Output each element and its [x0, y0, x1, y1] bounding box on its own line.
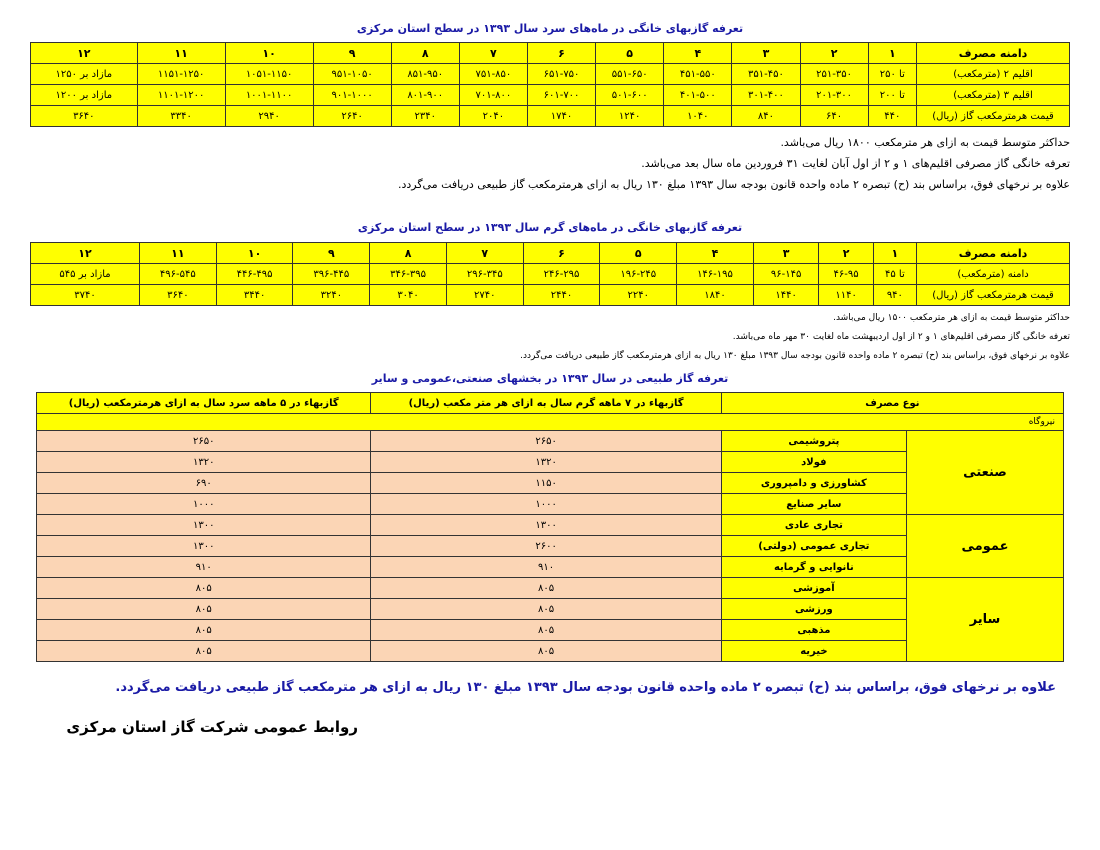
cold-cell: تا ۲۰۰: [868, 85, 916, 106]
warm-header-cell: ۱: [873, 243, 916, 264]
warm-cell: ۳۲۴۰: [293, 285, 370, 306]
sector-cold-price: ۱۳۰۰: [37, 536, 371, 557]
sector-warm-price: ۲۶۰۰: [371, 536, 721, 557]
cold-cell: ۲۵۱-۳۵۰: [800, 64, 868, 85]
cold-cell: ۳۰۱-۴۰۰: [732, 85, 800, 106]
warm-cell: ۱۴۶-۱۹۵: [677, 264, 754, 285]
warm-table-row: [31, 264, 1070, 285]
cold-note-surcharge: علاوه بر نرخهای فوق، براساس بند (ح) تبصره ۲ ماده واحده قانون بودجه سال ۱۳۹۳ مبلغ ۱۳۰ ریال به ازای هرمترمکعب گاز طبیعی دریافت می‌گردد.: [397, 178, 1070, 191]
cold-note-max-price: حداکثر متوسط قیمت به ازای هر مترمکعب ۱۸۰۰ ریال می‌باشد.: [780, 136, 1070, 149]
warm-cell: ۲۲۴۰: [600, 285, 677, 306]
cold-cell: ۱۰۰۱-۱۱۰۰: [225, 85, 313, 106]
sector-category: فولاد: [721, 452, 906, 473]
cold-cell: ۱۲۴۰: [596, 106, 664, 127]
sector-warm-price: ۸۰۵: [371, 641, 721, 662]
sector-warm-price: ۹۱۰: [371, 557, 721, 578]
cold-cell: ۳۳۴۰: [137, 106, 225, 127]
cold-row-label: اقلیم ۳ (مترمکعب): [917, 85, 1070, 106]
warm-cell: ۳۶۴۰: [139, 285, 216, 306]
cold-header-cell: ۱: [868, 43, 916, 64]
warm-cell: ۹۶-۱۴۵: [753, 264, 819, 285]
warm-cell: ۴۶-۹۵: [819, 264, 873, 285]
cold-row-label: قیمت هرمترمکعب گاز (ریال): [917, 106, 1070, 127]
warm-header-cell: ۶: [523, 243, 600, 264]
cold-cell: ۱۱۰۱-۱۲۰۰: [137, 85, 225, 106]
warm-cell: ۱۹۶-۲۴۵: [600, 264, 677, 285]
sector-warm-price: ۸۰۵: [371, 599, 721, 620]
cold-header-cell: ۱۱: [137, 43, 225, 64]
sector-cold-price: ۹۱۰: [37, 557, 371, 578]
sector-category: کشاورزی و دامپروری: [721, 473, 906, 494]
warm-cell: ۳۹۶-۴۴۵: [293, 264, 370, 285]
warm-row-label: قیمت هرمترمکعب گاز (ریال): [917, 285, 1070, 306]
cold-header-cell: ۵: [596, 43, 664, 64]
sector-header-cold: گازبهاء در ۵ ماهه سرد سال به ازای هرمترمکعب (ریال): [37, 393, 371, 414]
final-surcharge-note: علاوه بر نرخهای فوق، براساس بند (ح) تبصره ۲ ماده واحده قانون بودجه سال ۱۳۹۳ مبلغ ۱۳۰ ریال به ازای هر مترمکعب گاز طبیعی دریافت می‌گردد.: [115, 680, 1056, 695]
cold-tariff-table: [30, 42, 1070, 127]
warm-cell: ۱۱۴۰: [819, 285, 873, 306]
warm-cell: ۱۸۴۰: [677, 285, 754, 306]
sector-warm-price: ۸۰۵: [371, 620, 721, 641]
cold-header-cell: ۴: [664, 43, 732, 64]
warm-tariff-title: تعرفه گازبهای خانگی در ماه‌های گرم سال ۱۳۹۳ در سطح استان مرکزی: [357, 221, 743, 234]
warm-table-header-row: [31, 243, 1070, 264]
sector-warm-price: ۸۰۵: [371, 578, 721, 599]
cold-header-cell: ۱۰: [225, 43, 313, 64]
cold-cell: ۸۵۱-۹۵۰: [391, 64, 459, 85]
cold-note-period: تعرفه خانگی گاز مصرفی اقلیم‌های ۱ و ۲ از اول آبان لغایت ۳۱ فروردین ماه سال بعد می‌باشد.: [641, 157, 1070, 170]
cold-cell: ۲۳۴۰: [391, 106, 459, 127]
cold-cell: تا ۲۵۰: [868, 64, 916, 85]
sector-category: ورزشی: [721, 599, 906, 620]
cold-cell: مازاد بر ۱۲۰۰: [31, 85, 138, 106]
sector-table-row: [37, 578, 1064, 599]
warm-cell: تا ۴۵: [873, 264, 916, 285]
cold-cell: ۶۵۱-۷۵۰: [527, 64, 595, 85]
cold-cell: ۸۰۱-۹۰۰: [391, 85, 459, 106]
warm-header-cell: ۹: [293, 243, 370, 264]
warm-cell: مازاد بر ۵۴۵: [31, 264, 140, 285]
sector-category: سایر صنایع: [721, 494, 906, 515]
warm-note-max-price: حداکثر متوسط قیمت به ازای هر مترمکعب ۱۵۰۰ ریال می‌باشد.: [833, 313, 1070, 323]
warm-cell: ۴۹۶-۵۴۵: [139, 264, 216, 285]
warm-cell: ۳۴۶-۳۹۵: [370, 264, 447, 285]
warm-header-cell: ۷: [446, 243, 523, 264]
warm-cell: ۲۹۶-۳۴۵: [446, 264, 523, 285]
cold-cell: ۲۰۱-۳۰۰: [800, 85, 868, 106]
sector-cold-price: ۸۰۵: [37, 620, 371, 641]
sector-cold-price: ۱۳۰۰: [37, 515, 371, 536]
cold-table-row: [31, 85, 1070, 106]
cold-cell: ۱۰۴۰: [664, 106, 732, 127]
sector-category: مذهبی: [721, 620, 906, 641]
sector-category: تجاری عادی: [721, 515, 906, 536]
cold-cell: ۶۴۰: [800, 106, 868, 127]
warm-header-cell: ۳: [753, 243, 819, 264]
warm-cell: ۳۷۴۰: [31, 285, 140, 306]
cold-header-cell: ۱۲: [31, 43, 138, 64]
warm-cell: ۲۴۴۰: [523, 285, 600, 306]
cold-cell: ۷۵۱-۸۵۰: [459, 64, 527, 85]
cold-header-cell: ۷: [459, 43, 527, 64]
power-plant-row: [37, 414, 1064, 431]
sector-cold-price: ۱۰۰۰: [37, 494, 371, 515]
cold-cell: ۵۰۱-۶۰۰: [596, 85, 664, 106]
cold-cell: ۴۵۱-۵۵۰: [664, 64, 732, 85]
warm-header-cell: ۱۰: [216, 243, 293, 264]
warm-header-cell: ۴: [677, 243, 754, 264]
cold-table-row: [31, 106, 1070, 127]
warm-cell: ۳۴۴۰: [216, 285, 293, 306]
cold-row-label: اقلیم ۲ (مترمکعب): [917, 64, 1070, 85]
cold-cell: ۱۱۵۱-۱۲۵۰: [137, 64, 225, 85]
cold-cell: ۲۹۴۰: [225, 106, 313, 127]
sector-warm-price: ۱۳۰۰: [371, 515, 721, 536]
sector-tariff-title: تعرفه گاز طبیعی در سال ۱۳۹۳ در بخشهای صنعتی،عمومی و سایر: [371, 372, 729, 385]
cold-cell: ۲۰۴۰: [459, 106, 527, 127]
cold-tariff-title: تعرفه گازبهای خانگی در ماه‌های سرد سال ۱۳۹۳ در سطح استان مرکزی: [356, 22, 744, 35]
group-industrial-label: صنعتی: [907, 431, 1064, 515]
warm-cell: ۱۴۴۰: [753, 285, 819, 306]
group-other-label: سایر: [907, 578, 1064, 662]
sector-cold-price: ۱۳۲۰: [37, 452, 371, 473]
cold-cell: ۵۵۱-۶۵۰: [596, 64, 664, 85]
sector-table-row: [37, 431, 1064, 452]
cold-table-row: [31, 64, 1070, 85]
warm-header-cell: دامنه مصرف: [917, 243, 1070, 264]
sector-tariff-table: [36, 392, 1064, 662]
cold-cell: ۴۰۱-۵۰۰: [664, 85, 732, 106]
sector-category: نانوایی و گرمابه: [721, 557, 906, 578]
cold-cell: ۳۶۴۰: [31, 106, 138, 127]
warm-note-surcharge: علاوه بر نرخهای فوق، براساس بند (ح) تبصره ۲ ماده واحده قانون بودجه سال ۱۳۹۳ مبلغ ۱۳۰ ریال به ازای هرمترمکعب گاز طبیعی دریافت می‌گردد.: [520, 351, 1070, 361]
warm-tariff-table: [30, 242, 1070, 306]
cold-header-cell: ۸: [391, 43, 459, 64]
warm-header-cell: ۱۲: [31, 243, 140, 264]
cold-header-cell: ۳: [732, 43, 800, 64]
warm-header-cell: ۵: [600, 243, 677, 264]
power-plant-label: نیروگاه: [37, 414, 1064, 431]
sector-category: آموزشی: [721, 578, 906, 599]
group-public-label: عمومی: [907, 515, 1064, 578]
signature: روابط عمومی شرکت گاز استان مرکزی: [66, 718, 358, 736]
warm-note-period: تعرفه خانگی گاز مصرفی اقلیم‌های ۱ و ۲ از اول اردیبهشت ماه لغایت ۳۰ مهر ماه می‌باشد.: [732, 332, 1070, 342]
sector-header-type: نوع مصرف: [721, 393, 1063, 414]
cold-table-header-row: [31, 43, 1070, 64]
warm-row-label: دامنه (مترمکعب): [917, 264, 1070, 285]
sector-warm-price: ۱۰۰۰: [371, 494, 721, 515]
cold-cell: ۴۴۰: [868, 106, 916, 127]
cold-cell: مازاد بر ۱۲۵۰: [31, 64, 138, 85]
warm-cell: ۹۴۰: [873, 285, 916, 306]
cold-cell: ۸۴۰: [732, 106, 800, 127]
sector-cold-price: ۸۰۵: [37, 578, 371, 599]
sector-table-header-row: [37, 393, 1064, 414]
warm-cell: ۲۷۴۰: [446, 285, 523, 306]
cold-header-cell: ۹: [313, 43, 391, 64]
cold-cell: ۳۵۱-۴۵۰: [732, 64, 800, 85]
warm-cell: ۳۰۴۰: [370, 285, 447, 306]
warm-header-cell: ۱۱: [139, 243, 216, 264]
sector-warm-price: ۱۳۲۰: [371, 452, 721, 473]
sector-header-warm: گازبهاء در ۷ ماهه گرم سال به ازای هر متر مکعب (ریال): [371, 393, 721, 414]
sector-cold-price: ۲۶۵۰: [37, 431, 371, 452]
cold-header-cell: ۶: [527, 43, 595, 64]
cold-cell: ۹۰۱-۱۰۰۰: [313, 85, 391, 106]
cold-cell: ۱۷۴۰: [527, 106, 595, 127]
cold-cell: ۲۶۴۰: [313, 106, 391, 127]
sector-warm-price: ۱۱۵۰: [371, 473, 721, 494]
sector-cold-price: ۸۰۵: [37, 599, 371, 620]
sector-cold-price: ۸۰۵: [37, 641, 371, 662]
sector-category: پتروشیمی: [721, 431, 906, 452]
warm-header-cell: ۲: [819, 243, 873, 264]
cold-cell: ۹۵۱-۱۰۵۰: [313, 64, 391, 85]
sector-cold-price: ۶۹۰: [37, 473, 371, 494]
sector-warm-price: ۲۶۵۰: [371, 431, 721, 452]
cold-cell: ۱۰۵۱-۱۱۵۰: [225, 64, 313, 85]
warm-cell: ۲۴۶-۲۹۵: [523, 264, 600, 285]
sector-table-row: [37, 515, 1064, 536]
warm-cell: ۴۴۶-۴۹۵: [216, 264, 293, 285]
warm-table-row: [31, 285, 1070, 306]
cold-header-cell: ۲: [800, 43, 868, 64]
cold-cell: ۶۰۱-۷۰۰: [527, 85, 595, 106]
sector-category: تجاری عمومی (دولتی): [721, 536, 906, 557]
warm-header-cell: ۸: [370, 243, 447, 264]
cold-cell: ۷۰۱-۸۰۰: [459, 85, 527, 106]
cold-header-cell: دامنه مصرف: [917, 43, 1070, 64]
sector-category: خیریه: [721, 641, 906, 662]
